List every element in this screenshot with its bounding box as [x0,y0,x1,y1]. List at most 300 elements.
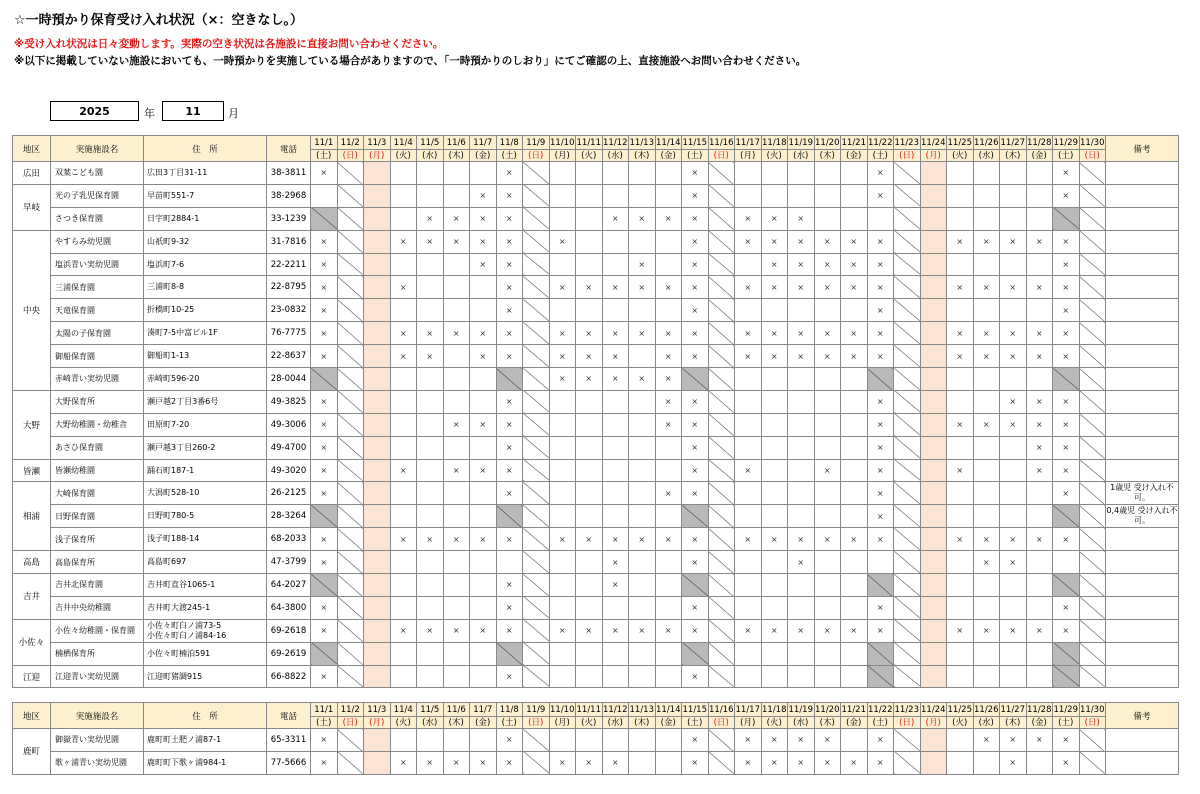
facility-name: 双葉こども園 [51,162,144,185]
availability-cell [788,665,815,688]
availability-cell: × [470,184,497,207]
availability-cell: × [841,528,868,551]
availability-cell [576,459,603,482]
facility-address: 三浦町8-8 [144,276,267,299]
availability-cell [1053,207,1080,230]
day-weekday: (木) [814,717,841,729]
day-weekday: (月) [549,717,576,729]
availability-cell [655,505,682,528]
availability-cell [894,596,921,619]
availability-cell [337,253,364,276]
availability-cell [814,390,841,413]
availability-cell [629,390,656,413]
availability-cell: × [973,322,1000,345]
availability-cell [867,207,894,230]
availability-cell [894,184,921,207]
area-cell: 大野 [13,390,51,459]
day-weekday: (土) [1053,717,1080,729]
day-weekday: (土) [311,717,338,729]
day-weekday: (土) [682,150,709,162]
availability-cell: × [1026,436,1053,459]
availability-cell [417,729,444,752]
availability-cell: × [867,276,894,299]
availability-cell [682,642,709,665]
availability-cell [337,299,364,322]
page-title: ☆一時預かり保育受け入れ状況（×：空きなし。） [14,13,304,28]
availability-cell: × [788,345,815,368]
availability-cell [1026,551,1053,574]
availability-cell [735,436,762,459]
availability-cell [735,184,762,207]
availability-cell [761,574,788,597]
area-cell: 早岐 [13,184,51,230]
availability-cell [708,642,735,665]
facility-name: 大崎保育園 [51,482,144,505]
availability-cell [947,551,974,574]
availability-cell: × [629,276,656,299]
table-row [13,322,1179,345]
availability-cell: × [761,619,788,642]
facility-address: 山祇町9-32 [144,230,267,253]
availability-cell [549,436,576,459]
availability-cell: × [496,413,523,436]
availability-cell [364,459,391,482]
availability-cell [364,574,391,597]
area-cell: 皆瀬 [13,459,51,482]
area-header: 地区 [13,703,51,729]
availability-cell: × [602,276,629,299]
facility-name: さつき保育園 [51,207,144,230]
availability-cell: × [496,207,523,230]
availability-cell [576,482,603,505]
availability-cell: × [973,276,1000,299]
availability-cell [947,162,974,185]
day-weekday: (月) [735,717,762,729]
day-weekday: (金) [1026,150,1053,162]
availability-cell: × [470,253,497,276]
availability-cell [602,596,629,619]
availability-cell [708,162,735,185]
availability-cell [761,368,788,391]
availability-cell [708,390,735,413]
day-weekday: (月) [735,150,762,162]
availability-cell: × [576,619,603,642]
availability-cell: × [417,751,444,774]
remarks-cell [1106,665,1179,688]
availability-cell [841,551,868,574]
availability-cell [523,642,550,665]
availability-cell [496,505,523,528]
availability-cell [947,729,974,752]
availability-cell [655,729,682,752]
availability-cell [708,619,735,642]
availability-cell: × [1053,413,1080,436]
availability-cell: × [496,729,523,752]
availability-cell [390,482,417,505]
remarks-cell [1106,528,1179,551]
day-date: 11/17 [735,137,760,148]
availability-cell: × [602,368,629,391]
day-weekday: (金) [655,717,682,729]
availability-cell: × [867,253,894,276]
facility-name: 浅子保育所 [51,528,144,551]
availability-cell [761,390,788,413]
availability-cell: × [311,551,338,574]
availability-cell: × [602,751,629,774]
availability-cell: × [1026,230,1053,253]
availability-cell [390,574,417,597]
day-date: 11/11 [576,137,601,148]
availability-cell [417,665,444,688]
availability-cell [629,505,656,528]
availability-cell [814,665,841,688]
availability-cell: × [1053,619,1080,642]
availability-table [12,135,1179,688]
availability-cell [364,299,391,322]
availability-cell: × [788,207,815,230]
day-weekday: (木) [1000,717,1027,729]
area-cell: 江迎 [13,665,51,688]
availability-cell: × [867,619,894,642]
availability-cell [549,665,576,688]
availability-cell: × [682,482,709,505]
availability-cell [1026,299,1053,322]
availability-cell [735,574,762,597]
facility-address: 大潟町528-10 [144,482,267,505]
facility-name: 吉井北保育園 [51,574,144,597]
day-date: 11/6 [443,703,470,717]
availability-cell [655,574,682,597]
availability-cell: × [788,528,815,551]
availability-cell [1079,299,1106,322]
availability-cell: × [417,207,444,230]
availability-cell: × [311,413,338,436]
table-row [13,299,1179,322]
availability-cell: × [1026,276,1053,299]
availability-cell: × [576,276,603,299]
availability-cell [1026,482,1053,505]
availability-cell [788,413,815,436]
availability-cell [894,253,921,276]
day-date: 11/25 [947,704,972,715]
availability-cell [523,482,550,505]
availability-cell [973,642,1000,665]
day-weekday: (木) [1000,150,1027,162]
availability-cell [470,596,497,619]
availability-cell [1079,253,1106,276]
availability-cell [920,459,947,482]
day-date: 11/1 [311,703,338,717]
facility-phone: 49-4700 [267,436,311,459]
facility-name: 日野保育園 [51,505,144,528]
remarks-header: 備考 [1106,136,1179,162]
availability-cell [470,390,497,413]
availability-cell [549,459,576,482]
availability-cell: × [867,482,894,505]
facility-phone: 38-2968 [267,184,311,207]
availability-cell [841,729,868,752]
availability-cell [1053,368,1080,391]
availability-cell [682,368,709,391]
availability-cell [629,436,656,459]
table-row [13,390,1179,413]
day-weekday: (木) [629,717,656,729]
availability-cell [602,230,629,253]
availability-cell [973,482,1000,505]
availability-cell [735,368,762,391]
day-weekday: (水) [417,717,444,729]
year-field: 2025 [50,101,139,121]
day-weekday: (土) [867,717,894,729]
day-weekday: (火) [761,150,788,162]
availability-cell [576,436,603,459]
day-weekday: (木) [443,717,470,729]
availability-cell [629,345,656,368]
availability-cell: × [602,528,629,551]
availability-cell [523,368,550,391]
availability-cell [443,551,470,574]
availability-cell [417,413,444,436]
availability-cell: × [311,619,338,642]
availability-cell: × [1053,299,1080,322]
facility-name: あさひ保育園 [51,436,144,459]
availability-cell: × [496,751,523,774]
availability-cell [814,368,841,391]
day-date: 11/16 [709,137,734,148]
availability-cell [735,665,762,688]
table-row [13,751,1179,774]
availability-cell: × [1026,413,1053,436]
availability-cell: × [761,322,788,345]
facility-phone: 28-3264 [267,505,311,528]
remarks-cell: 1歳児 受け入れ不可。 [1106,482,1179,505]
availability-cell [337,528,364,551]
availability-cell [337,322,364,345]
availability-cell [894,230,921,253]
day-date: 11/18 [762,137,787,148]
availability-cell: × [682,390,709,413]
availability-cell [788,162,815,185]
availability-cell: × [470,207,497,230]
facility-phone: 64-2027 [267,574,311,597]
availability-cell: × [311,482,338,505]
availability-cell [390,436,417,459]
facility-phone: 31-7816 [267,230,311,253]
day-date: 11/18 [762,704,787,715]
availability-cell [1079,207,1106,230]
availability-cell [602,436,629,459]
availability-cell [443,642,470,665]
availability-cell [496,368,523,391]
availability-cell: × [867,345,894,368]
availability-cell [920,162,947,185]
availability-cell [576,184,603,207]
availability-cell: × [682,459,709,482]
availability-cell [390,551,417,574]
availability-cell: × [682,436,709,459]
availability-cell: × [576,368,603,391]
availability-cell [470,162,497,185]
availability-cell [523,230,550,253]
availability-cell [947,482,974,505]
availability-cell: × [470,619,497,642]
availability-cell: × [311,751,338,774]
availability-cell [735,505,762,528]
day-weekday: (月) [549,150,576,162]
availability-cell: × [390,230,417,253]
facility-address: 吉井町大渡245-1 [144,596,267,619]
day-weekday: (水) [602,150,629,162]
facility-name: 光の子乳児保育園 [51,184,144,207]
availability-cell [337,345,364,368]
availability-cell: × [761,751,788,774]
availability-cell [894,368,921,391]
availability-cell [761,162,788,185]
availability-cell [417,596,444,619]
availability-cell [708,459,735,482]
availability-cell [973,751,1000,774]
availability-cell: × [655,390,682,413]
remarks-header: 備考 [1106,703,1179,729]
day-weekday: (月) [364,150,391,162]
availability-cell [1053,574,1080,597]
availability-cell [1026,665,1053,688]
availability-cell [841,184,868,207]
availability-cell [894,162,921,185]
day-date: 11/15 [682,137,707,148]
availability-cell: × [1053,322,1080,345]
availability-cell [364,482,391,505]
availability-cell [523,751,550,774]
availability-cell [894,322,921,345]
availability-cell: × [417,528,444,551]
facility-address: 赤崎町596-20 [144,368,267,391]
facility-address: 江迎町猪調915 [144,665,267,688]
availability-cell: × [443,751,470,774]
day-date: 11/29 [1053,137,1078,148]
availability-cell [364,619,391,642]
day-date: 11/9 [523,136,550,150]
area-cell: 広田 [13,162,51,185]
availability-cell [523,413,550,436]
availability-cell: × [682,299,709,322]
availability-cell [364,253,391,276]
availability-cell [443,596,470,619]
availability-cell [602,184,629,207]
availability-cell [602,482,629,505]
availability-cell: × [496,482,523,505]
availability-cell: × [761,276,788,299]
availability-cell: × [947,276,974,299]
availability-cell [841,596,868,619]
facility-name: 高島保育所 [51,551,144,574]
availability-cell [708,413,735,436]
availability-cell [973,596,1000,619]
availability-cell: × [788,619,815,642]
day-date: 11/28 [1027,704,1052,715]
availability-cell [973,574,1000,597]
availability-cell: × [682,162,709,185]
availability-cell: × [470,345,497,368]
availability-cell [523,207,550,230]
day-date: 11/20 [815,137,840,148]
day-date: 11/3 [364,136,391,150]
availability-cell: × [549,276,576,299]
facility-phone: 22-8795 [267,276,311,299]
availability-cell [920,642,947,665]
availability-cell [814,596,841,619]
facility-phone: 33-1239 [267,207,311,230]
month-label: 月 [228,107,239,120]
availability-cell [364,751,391,774]
availability-cell: × [867,751,894,774]
availability-cell [655,596,682,619]
availability-cell [894,459,921,482]
availability-cell [417,551,444,574]
availability-cell [841,482,868,505]
availability-cell [894,751,921,774]
remarks-cell [1106,345,1179,368]
availability-cell [576,665,603,688]
availability-cell [523,505,550,528]
facility-phone: 47-3799 [267,551,311,574]
availability-cell [761,505,788,528]
day-weekday: (金) [841,717,868,729]
availability-cell [549,574,576,597]
availability-cell: × [470,413,497,436]
table-row [13,413,1179,436]
availability-cell [1000,505,1027,528]
day-date: 11/4 [390,703,417,717]
availability-cell [523,162,550,185]
availability-cell: × [496,528,523,551]
day-weekday: (日) [708,717,735,729]
remarks-cell [1106,253,1179,276]
availability-cell: × [1053,729,1080,752]
availability-cell [761,184,788,207]
availability-cell: × [735,345,762,368]
day-weekday: (金) [655,150,682,162]
availability-cell [523,299,550,322]
availability-cell: × [973,619,1000,642]
availability-cell [761,482,788,505]
availability-cell [364,596,391,619]
availability-cell: × [496,322,523,345]
availability-cell [1000,596,1027,619]
availability-cell: × [682,184,709,207]
day-weekday: (日) [523,150,550,162]
availability-cell [735,482,762,505]
availability-cell [576,299,603,322]
availability-cell: × [1026,459,1053,482]
availability-cell [814,184,841,207]
availability-cell [655,751,682,774]
day-weekday: (土) [496,717,523,729]
availability-cell [629,162,656,185]
availability-cell [443,436,470,459]
availability-cell [523,390,550,413]
availability-cell: × [841,751,868,774]
availability-cell [920,253,947,276]
availability-cell: × [814,253,841,276]
availability-cell: × [841,322,868,345]
availability-cell: × [496,184,523,207]
day-weekday: (火) [390,717,417,729]
availability-cell: × [655,276,682,299]
availability-cell: × [549,751,576,774]
availability-cell [761,413,788,436]
availability-cell [867,574,894,597]
